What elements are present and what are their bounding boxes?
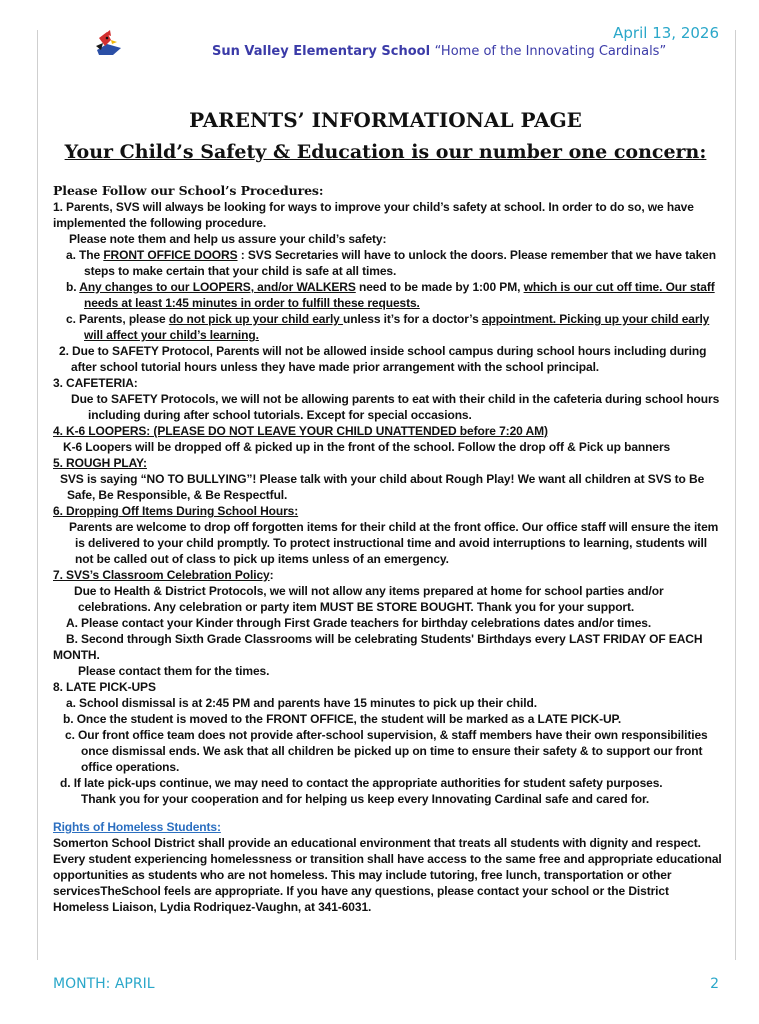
header-date: April 13, 2026 [613, 24, 719, 42]
section-6-text: Parents are welcome to drop off forgotten items for their child at the front office. Our office staff will ensure the item is delivered to your child promptly. To protect instructional time and avoid interruptions to learning, students will not be called out of class to pick up items unless of an emergency. [69, 520, 719, 566]
no-early-pickup-text: do not pick up your child early [168, 312, 343, 326]
section-8-heading: 8. LATE PICK-UPS [53, 680, 156, 694]
section-7-item-b: B. Second through Sixth Grade Classrooms will be celebrating Students' Birthdays every LAST FRIDAY OF EACH MONTH. [53, 632, 703, 662]
section-5-heading: 5. ROUGH PLAY: [53, 456, 147, 470]
item-c-text: unless it’s for a doctor’s [343, 312, 482, 326]
section-8-item-a: a. School dismissal is at 2:45 PM and parents have 15 minutes to pick up their child. [66, 696, 537, 710]
cutoff-time-text: which is our cut off time. Our staff needs at least 1:45 minutes in order to fulfill these requests. [84, 280, 715, 310]
section-5-text: SVS is saying “NO TO BULLYING”! Please talk with your child about Rough Play! We want all children at SVS to Be Safe, Be Responsible, & Be Respectful. [60, 472, 705, 502]
section-gap [53, 807, 725, 819]
homeless-rights-text: Somerton School District shall provide an educational environment that treats all students with dignity and respect. Every student experiencing homelessness or transition shall have access to the same free and appropriate educational opportunities as students who are not homeless. This may include tutoring, free lunch, transportation or other servicesTheSchool feels are appropriate. If you have any questions, please contact your school or the District Homeless Liaison, Lydia Rodriquez-Vaughn, at 341-6031. [53, 836, 722, 914]
section-1-note: Please note them and help us assure your child’s safety: [69, 232, 387, 246]
section-1-item-b [53, 279, 725, 311]
procedures-intro: Please Follow our School’s Procedures: [53, 183, 324, 198]
item-a-text: : SVS Secretaries will have to unlock the doors. Please remember that we have taken steps to make certain that your child is safe at all times. [84, 248, 716, 278]
item-b-prefix: b. [66, 280, 80, 294]
section-8-item-b: b. Once the student is moved to the FRONT OFFICE, the student will be marked as a LATE PICK-UP. [63, 712, 622, 726]
footer-month: MONTH: APRIL [53, 976, 155, 992]
right-margin-line [735, 30, 736, 960]
section-3-text: Due to SAFETY Protocols, we will not be allowing parents to eat with their child in the cafeteria during school hours including during after school tutorials. Except for special occasions. [71, 392, 720, 422]
item-a-prefix: a. The [66, 248, 104, 262]
section-7-colon: : [269, 568, 274, 582]
section-2: 2. Due to SAFETY Protocol, Parents will not be allowed inside school campus during school hours including during after school tutorial hours unless they have made prior arrangement with the school principal. [59, 344, 707, 374]
school-header [212, 44, 666, 59]
section-1-item-c [53, 311, 725, 343]
section-4-text: K-6 Loopers will be dropped off & picked up in the front of the school. Follow the drop off & Pick up banners [63, 440, 671, 454]
section-6-heading: 6. Dropping Off Items During School Hours: [53, 504, 299, 518]
appointment-text: appointment. Picking up your child early will affect your child’s learning. [84, 312, 710, 342]
cardinal-mascot-icon [93, 30, 123, 56]
item-b-text: need to be made by 1:00 PM, [355, 280, 524, 294]
item-c-prefix: c. Parents, please [66, 312, 169, 326]
section-7-heading-line [53, 567, 725, 583]
loopers-walkers-text: Any changes to our LOOPERS, and/or WALKERS [79, 280, 356, 294]
school-motto: “Home of the Innovating Cardinals” [434, 44, 667, 59]
left-margin-line [37, 30, 38, 960]
school-name: Sun Valley Elementary School [212, 44, 431, 59]
page-title: PARENTS’ INFORMATIONAL PAGE [189, 108, 582, 132]
section-3-heading: 3. CAFETERIA: [53, 376, 138, 390]
front-office-doors-text: FRONT OFFICE DOORS [103, 248, 238, 262]
footer-page-number: 2 [710, 976, 719, 992]
section-8-thanks: Thank you for your cooperation and for helping us keep every Innovating Cardinal safe and cared for. [81, 792, 650, 806]
page-subtitle: Your Child’s Safety & Education is our number one concern: [64, 141, 707, 163]
section-8-item-d: d. If late pick-ups continue, we may need to contact the appropriate authorities for student safety purposes. [60, 776, 663, 790]
section-1-line: 1. Parents, SVS will always be looking for ways to improve your child’s safety at school. In order to do so, we have implemented the following procedure. [53, 200, 694, 230]
section-4-heading: 4. K-6 LOOPERS: (PLEASE DO NOT LEAVE YOUR CHILD UNATTENDED before 7:20 AM) [53, 424, 548, 438]
homeless-rights-link[interactable]: Rights of Homeless Students: [53, 820, 221, 834]
section-7-contact: Please contact them for the times. [78, 664, 270, 678]
section-7-item-a: A. Please contact your Kinder through First Grade teachers for birthday celebrations dates and/or times. [66, 616, 652, 630]
section-8-item-c: c. Our front office team does not provide after-school supervision, & staff members have their own responsibilities once dismissal ends. We ask that all children be picked up on time to ensure their safety & to support our front office operations. [65, 728, 708, 774]
document-body [53, 183, 725, 915]
section-7-text: Due to Health & District Protocols, we will not allow any items prepared at home for school parties and/or celebrations. Any celebration or party item MUST BE STORE BOUGHT. Thank you for your support. [74, 584, 664, 614]
section-1-item-a [53, 247, 725, 279]
section-7-heading: 7. SVS’s Classroom Celebration Policy [53, 568, 270, 582]
